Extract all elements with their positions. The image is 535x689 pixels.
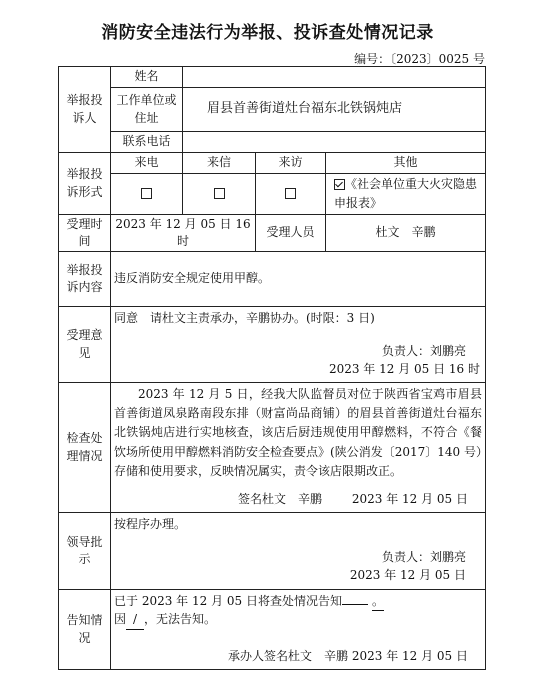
notify-line-2: 因 / ，无法告知。 — [114, 611, 482, 629]
call-checkbox[interactable] — [141, 188, 152, 199]
content-value: 违反消防安全规定使用甲醇。 — [111, 252, 486, 307]
leader-text: 按程序办理。 — [114, 517, 187, 531]
name-label: 姓名 — [111, 67, 183, 88]
notify-line-1: 已于 2023 年 12 月 05 日将查处情况告知 。 — [114, 593, 482, 611]
content-label: 举报投诉内容 — [59, 252, 111, 307]
work-address-value: 眉县首善街道灶台福东北铁锅炖店 — [183, 88, 486, 132]
record-title: 消防安全违法行为举报、投诉查处情况记录 — [101, 23, 434, 43]
leader-label: 领导批示 — [59, 513, 111, 590]
form-type-other-label: 其他 — [326, 153, 486, 174]
form-type-letter-label: 来信 — [183, 153, 256, 174]
form-type-call-label: 来电 — [111, 153, 183, 174]
form-type-label: 举报投诉形式 — [59, 153, 111, 215]
letter-checkbox[interactable] — [214, 188, 225, 199]
phone-value — [183, 132, 486, 153]
check-date: 2023 年 12 月 05 日 — [351, 491, 469, 506]
opinion-label: 受理意见 — [59, 307, 111, 383]
document-number: 编号：〔2023〕0025 号 — [354, 52, 485, 66]
other-form-text: 《社会单位重大火灾隐患申报表》 — [334, 177, 478, 210]
receive-time-label: 受理时间 — [59, 215, 111, 252]
name-value — [183, 67, 486, 88]
report-record-table — [58, 66, 486, 670]
opinion-signer: 负责人：刘鹏亮 — [382, 344, 467, 359]
other-checkbox[interactable] — [334, 179, 345, 190]
notify-signature: 承办人签名杜文 辛鹏 — [228, 648, 349, 663]
leader-date: 2023 年 12 月 05 日 — [349, 567, 467, 582]
reporter-section-label: 举报投诉人 — [59, 67, 111, 153]
receive-person-value: 杜文 辛鹏 — [326, 215, 486, 252]
opinion-date: 2023 年 12 月 05 日 16 时 — [328, 361, 481, 376]
receive-person-label: 受理人员 — [256, 215, 326, 252]
visit-checkbox[interactable] — [285, 188, 296, 199]
check-label: 检查处理情况 — [59, 383, 111, 513]
phone-label: 联系电话 — [111, 132, 183, 153]
work-address-label: 工作单位或住址 — [111, 88, 183, 132]
leader-signer: 负责人：刘鹏亮 — [382, 550, 467, 565]
receive-time-value: 2023 年 12 月 05 日 16 时 — [111, 215, 256, 252]
check-text: 2023 年 12 月 5 日，经我大队监督员对位于陕西省宝鸡市眉县首善街道凤泉路南段东排（财富尚品商铺）的眉县首善街道灶台福东北铁锅炖店进行实地核查，该店后厨违规使用甲醇燃料，不符合《餐饮场所使用甲醇燃料消防安全检查要点》(陕公消发〔2017〕140 号）存储和使用要求，反映情况属实，责令该店限期改正。 — [114, 387, 483, 478]
opinion-text: 同意 请杜文主责承办，辛鹏协办。(时限：3 日) — [114, 311, 375, 325]
check-signature: 签名杜文 辛鹏 — [238, 491, 323, 506]
notify-label: 告知情况 — [59, 590, 111, 670]
notify-date: 2023 年 12 月 05 日 — [351, 648, 469, 663]
form-type-visit-label: 来访 — [256, 153, 326, 174]
